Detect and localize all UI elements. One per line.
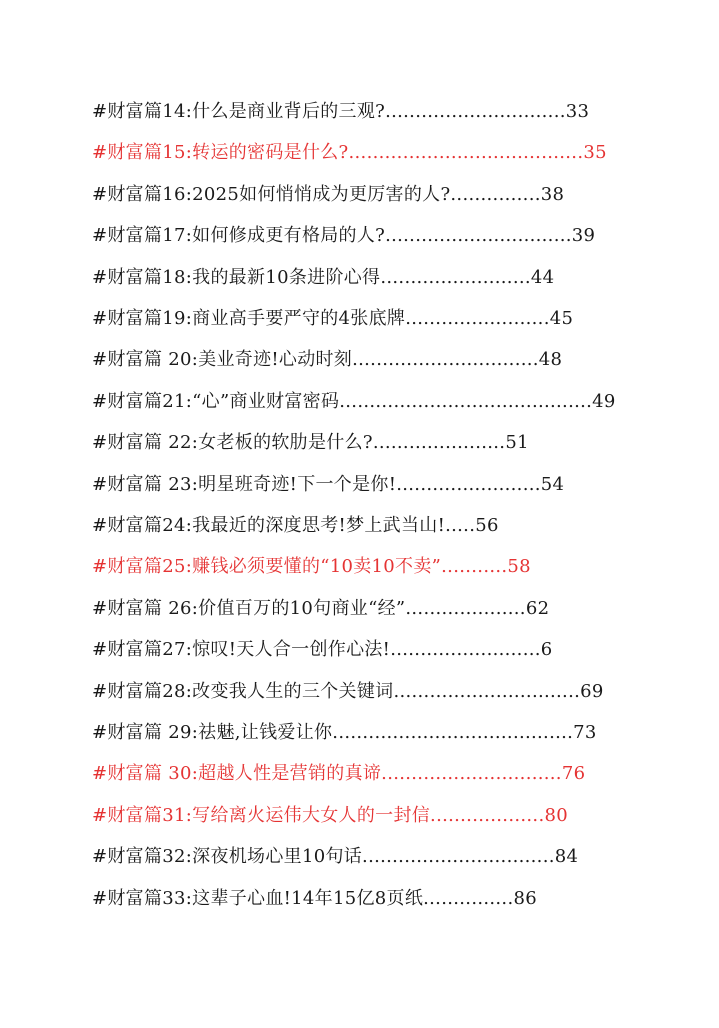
toc-entry[interactable] <box>92 426 529 460</box>
toc-entry-title: #财富篇 22:女老板的软肋是什么?...................... <box>92 432 506 454</box>
toc-entry[interactable] <box>92 799 568 833</box>
toc-entry-page-number: 44 <box>530 266 555 288</box>
toc-entry-page-number: 33 <box>565 101 590 122</box>
toc-entry-page-number: 45 <box>549 308 574 329</box>
toc-entry-page-number: 80 <box>544 804 568 826</box>
toc-entry-page-number: 76 <box>561 763 586 785</box>
toc-entry[interactable] <box>92 592 549 626</box>
toc-entry[interactable] <box>92 716 597 750</box>
toc-entry-title: #财富篇 20:美业奇迹!心动时刻............................... <box>92 349 539 371</box>
toc-entry[interactable] <box>92 633 553 667</box>
toc-entry[interactable] <box>92 136 607 170</box>
toc-entry[interactable] <box>92 840 578 874</box>
toc-entry-page-number: 73 <box>573 722 597 743</box>
toc-entry-title: #财富篇33:这辈子心血!14年15亿8页纸............... <box>92 887 514 909</box>
toc-entry-page-number: 51 <box>505 432 529 454</box>
toc-entry[interactable] <box>92 385 616 419</box>
toc-entry-title: #财富篇14:什么是商业背后的三观?.............................. <box>92 101 566 122</box>
toc-entry-title: #财富篇16:2025如何悄悄成为更厉害的人?............... <box>92 183 541 205</box>
toc-entry-title: #财富篇 23:明星班奇迹!下一个是你!........................ <box>92 473 541 495</box>
toc-entry-page-number: 56 <box>475 515 499 536</box>
toc-entry[interactable] <box>92 95 589 129</box>
toc-entry-title: #财富篇31:写给离火运伟大女人的一封信................... <box>92 804 545 826</box>
toc-entry-title: #财富篇17:如何修成更有格局的人?............................... <box>92 225 572 247</box>
toc-entry-page-number: 6 <box>540 639 553 661</box>
toc-entry[interactable] <box>92 343 562 377</box>
toc-entry-title: #财富篇25:赚钱必须要懂的“10卖10不卖”........... <box>92 556 508 578</box>
toc-entry[interactable] <box>92 178 564 212</box>
toc-entry-title: #财富篇19:商业高手要严守的4张底牌........................ <box>92 308 550 329</box>
toc-entry-page-number: 38 <box>540 183 565 205</box>
toc-entry[interactable] <box>92 302 573 336</box>
toc-entry-title: #财富篇27:惊叹!天人合一创作心法!......................... <box>92 639 541 661</box>
toc-entry-page-number: 86 <box>513 887 537 909</box>
toc-entry-page-number: 54 <box>540 473 565 495</box>
toc-entry-title: #财富篇28:改变我人生的三个关键词............................... <box>92 680 581 702</box>
toc-entry[interactable] <box>92 261 554 295</box>
toc-entry[interactable] <box>92 550 531 584</box>
toc-entry-title: #财富篇18:我的最新10条进阶心得......................... <box>92 266 531 288</box>
toc-entry-page-number: 84 <box>554 846 579 868</box>
toc-entry-page-number: 48 <box>538 349 563 371</box>
toc-entry[interactable] <box>92 468 564 502</box>
toc-entry-page-number: 35 <box>583 142 607 164</box>
toc-entry-page-number: 62 <box>525 597 550 619</box>
toc-entry-title: #财富篇21:“心”商业财富密码.......................................... <box>92 390 593 412</box>
toc-entry-title: #财富篇 30:超越人性是营销的真谛.............................. <box>92 763 562 785</box>
toc-entry-title: #财富篇 29:祛魅,让钱爱让你........................................ <box>92 722 574 743</box>
toc-entry[interactable] <box>92 882 537 916</box>
toc-entry-page-number: 69 <box>580 680 604 702</box>
toc-entry-title: #财富篇 26:价值百万的10句商业“经”.................... <box>92 597 526 619</box>
toc-entry-page-number: 39 <box>571 225 596 247</box>
toc-entry[interactable] <box>92 757 585 791</box>
toc-entry[interactable] <box>92 219 595 253</box>
toc-entry-title: #财富篇24:我最近的深度思考!梦上武当山!..... <box>92 515 476 536</box>
toc-entry-page-number: 58 <box>507 556 531 578</box>
toc-entry-title: #财富篇15:转运的密码是什么?....................................... <box>92 142 584 164</box>
toc-entry-title: #财富篇32:深夜机场心里10句话................................ <box>92 846 555 868</box>
toc-entry-page-number: 49 <box>592 390 616 412</box>
toc-entry[interactable] <box>92 509 499 543</box>
toc-entry[interactable] <box>92 675 604 709</box>
